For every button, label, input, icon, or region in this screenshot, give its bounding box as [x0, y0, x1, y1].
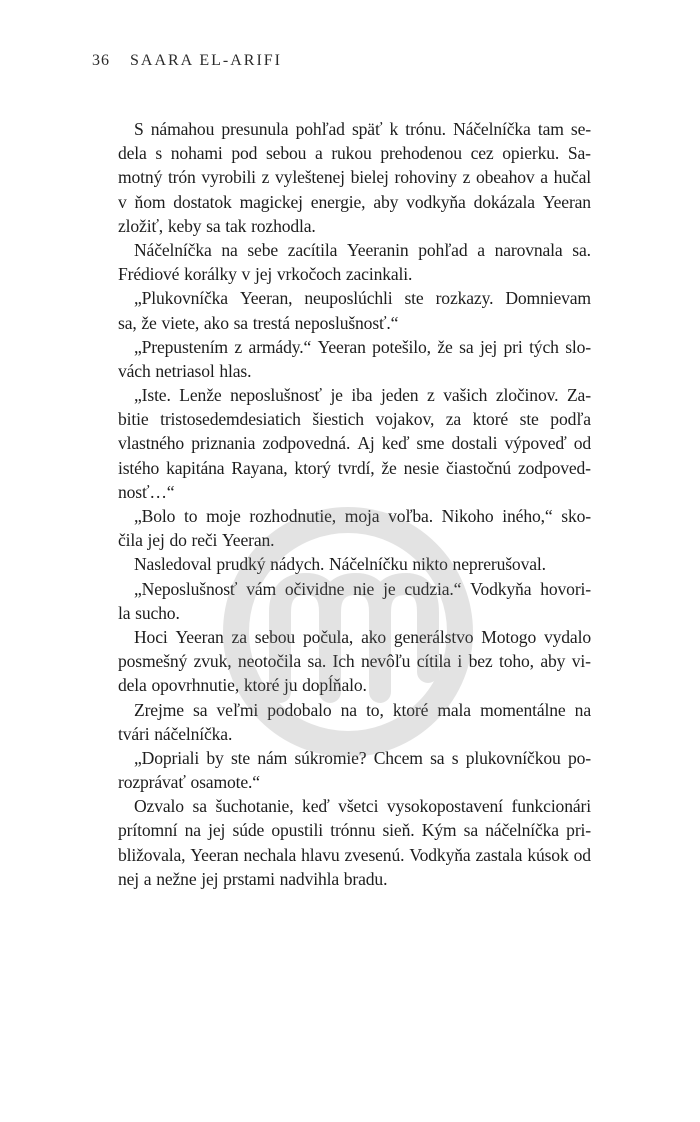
- text-line: dela s nohami pod sebou a rukou prehodenou cez opierku. Sa-: [118, 143, 591, 164]
- text-line: čila jej do reči Yeeran.: [118, 530, 275, 551]
- text-line: „Dopriali by ste nám súkromie? Chcem sa s plukovníčkou po-: [134, 747, 591, 768]
- text-line: „Prepustením z armády.“ Yeeran potešilo, že sa jej pri tých slo-: [134, 336, 591, 357]
- text-line: bitie tristosedemdesiatich šiestich vojakov, za ktoré ste podľa: [118, 409, 591, 430]
- body-text: [118, 117, 591, 891]
- text-line: rozprávať osamote.“: [118, 772, 260, 793]
- text-line: Náčelníčka na sebe zacítila Yeeranin pohľad a narovnala sa.: [134, 239, 591, 260]
- running-header-author: SAARA EL-ARIFI: [130, 52, 283, 69]
- text-line: istého kapitána Rayana, ktorý tvrdí, že nesie čiastočnú zodpoved-: [118, 457, 591, 478]
- running-header: [92, 52, 282, 70]
- text-line: sa, že viete, ako sa trestá neposlušnosť.“: [118, 312, 399, 333]
- text-line: bližovala, Yeeran nechala hlavu zvesenú. Vodkyňa zastala kúsok od: [118, 844, 591, 865]
- text-line: la sucho.: [118, 602, 180, 623]
- text-line: „Iste. Lenže neposlušnosť je iba jeden z vašich zločinov. Za-: [134, 385, 591, 406]
- text-line: S námahou presunula pohľad späť k trónu. Náčelníčka tam se-: [134, 119, 591, 139]
- text-line: vlastného priznania zodpovedná. Aj keď sme dostali výpoveď od: [118, 433, 591, 454]
- page-number: 36: [92, 52, 110, 69]
- text-line: „Neposlušnosť vám očividne nie je cudzia.“ Vodkyňa hovori-: [134, 578, 591, 599]
- text-line: nej a nežne jej prstami nadvihla bradu.: [118, 868, 388, 889]
- text-line: Nasledoval prudký nádych. Náčelníčku nikto neprerušoval.: [134, 554, 546, 575]
- text-line: Ozvalo sa šuchotanie, keď všetci vysokopostavení funkcionári: [134, 796, 591, 817]
- text-line: motný trón vyrobili z vyleštenej bielej rohoviny z obeahov a hučal: [118, 167, 591, 188]
- text-line: nosť…“: [118, 481, 175, 502]
- text-line: vách netriasol hlas.: [118, 360, 252, 381]
- text-line: posmešný zvuk, neotočila sa. Ich nevôľu cítila i bez toho, aby vi-: [118, 651, 591, 672]
- text-line: dela opovrhnutie, ktoré ju dopĺňalo.: [118, 675, 367, 696]
- text-line: prítomní na jej súde opustili trónnu sieň. Kým sa náčelníčka pri-: [118, 820, 591, 841]
- text-line: tvári náčelníčka.: [118, 723, 233, 744]
- text-line: v ňom dostatok magickej energie, aby vodkyňa dokázala Yeeran: [118, 191, 591, 212]
- text-line: Frédiové korálky v jej vrkočoch zacinkali.: [118, 264, 413, 285]
- text-line: „Plukovníčka Yeeran, neuposlúchli ste rozkazy. Domnievam: [134, 288, 591, 309]
- text-line: zložiť, keby sa tak rozhodla.: [118, 215, 316, 236]
- text-line: Hoci Yeeran za sebou počula, ako generálstvo Motogo vydalo: [134, 626, 591, 647]
- text-line: Zrejme sa veľmi podobalo na to, ktoré mala momentálne na: [134, 699, 591, 720]
- text-line: „Bolo to moje rozhodnutie, moja voľba. Nikoho iného,“ sko-: [134, 506, 591, 526]
